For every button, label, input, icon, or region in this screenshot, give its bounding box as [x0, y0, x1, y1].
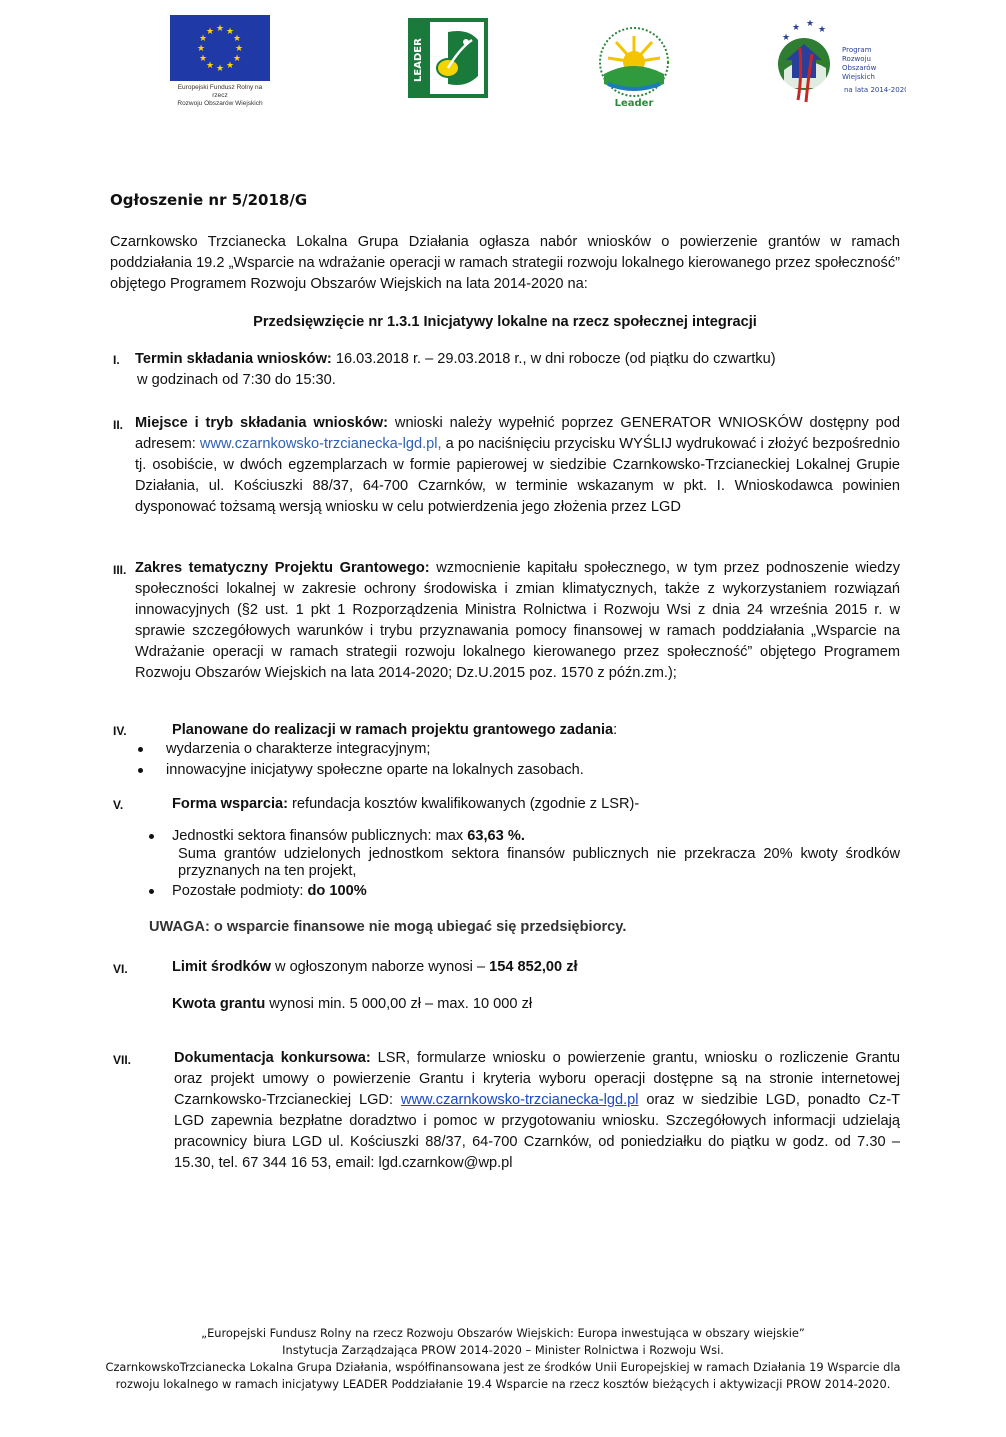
limit-label: Limit środków — [172, 959, 271, 975]
prow-line-2: Rozwoju — [842, 55, 871, 63]
section-5-text: refundacja kosztów kwalifikowanych (zgodnie z LSR)- — [287, 796, 640, 812]
warning-note: UWAGA: o wsparcie finansowe nie mogą ubiegać się przedsiębiorcy. — [149, 919, 627, 935]
section-5-label: Forma wsparcia: — [172, 796, 288, 812]
section-5-item-2-text: Pozostałe podmioty: — [172, 883, 308, 899]
svg-text:★: ★ — [234, 44, 244, 54]
svg-text:★: ★ — [818, 25, 827, 35]
svg-text:★: ★ — [232, 34, 242, 44]
section-5-item-1-note: Suma grantów udzielonych jednostkom sektora finansów publicznych nie przekracza 20% kwoty środków przyznanych na ten projekt, — [178, 846, 900, 879]
prow-line-3: Obszarów — [842, 64, 877, 72]
section-5-number: V. — [113, 798, 124, 812]
section-6-grant — [172, 994, 900, 1015]
logo-bar — [0, 12, 1006, 112]
grant-text: wynosi min. 5 000,00 zł – max. 10 000 zł — [265, 996, 533, 1012]
prow-line-5: na lata 2014-2020 — [844, 86, 906, 94]
section-7-label: Dokumentacja konkursowa: — [174, 1050, 371, 1066]
section-3-text: wzmocnienie kapitału społecznego, w tym przez podnoszenie wiedzy społeczności lokalnej w zakresie ochrony środowiska i zmian klimatycznych, także z wykorzystaniem rozwiązań innowacyjnych (§2 ust. 1 pkt 1 Rozporządzenia Ministra Rolnictwa i Rozwoju Wsi z dnia 24 września 2015 r. w sprawie szczegółowych warunków i trybu przyznawania pomocy finansowej w ramach poddziałania „Wsparcie na Wdrażanie operacji w ramach strategii rozwoju lokalnego kierowanego przez społeczność” objętego Programem Rozwoju Obszarów Wiejskich na lata 2014-2020; Dz.U.2015 poz. 1570 z późn.zm.); — [135, 560, 900, 681]
section-5-heading — [172, 794, 900, 815]
documentation-link[interactable]: www.czarnkowsko-trzcianecka-lgd.pl — [400, 1092, 639, 1108]
svg-text:★: ★ — [225, 61, 235, 71]
section-4-colon: : — [613, 722, 618, 738]
footer-line-4: rozwoju lokalnego w ramach inicjatywy LEADER Poddziałanie 19.4 Wsparcie na rzecz kosztów bieżących i aktywizacji PROW 2014-2020. — [115, 1377, 891, 1391]
prow-line-4: Wiejskich — [842, 73, 875, 81]
section-1-label: Termin składania wniosków: — [135, 351, 332, 367]
section-5-item-1-value: 63,63 %. — [467, 828, 525, 844]
section-3 — [135, 558, 900, 684]
eu-flag-icon — [170, 15, 270, 81]
prow-logo — [778, 18, 906, 108]
svg-text:★: ★ — [215, 64, 225, 74]
svg-text:★: ★ — [782, 33, 791, 43]
svg-text:★: ★ — [196, 44, 206, 54]
section-4-heading — [172, 720, 900, 741]
svg-text:★: ★ — [198, 34, 208, 44]
section-6-limit — [172, 957, 900, 978]
leader-logo-text: LEADER — [413, 38, 424, 82]
limit-value: 154 852,00 zł — [489, 959, 578, 975]
eu-flag-logo — [170, 15, 270, 108]
section-1-hours: w godzinach od 7:30 do 15:30. — [137, 372, 336, 388]
section-1-number: I. — [113, 353, 120, 367]
section-3-number: III. — [113, 563, 127, 577]
bullet-dot — [138, 747, 143, 752]
eu-caption — [170, 84, 270, 108]
svg-text:★: ★ — [205, 27, 215, 37]
section-2 — [135, 413, 900, 518]
grant-label: Kwota grantu — [172, 996, 266, 1012]
footer-line-2: Instytucja Zarządzająca PROW 2014-2020 – Minister Rolnictwa i Rozwoju Wsi. — [282, 1343, 724, 1357]
svg-text:★: ★ — [792, 23, 801, 33]
section-4-number: IV. — [113, 724, 127, 738]
footer — [0, 1325, 1006, 1393]
bullet-dot — [149, 889, 154, 894]
section-4-item-2: innowacyjne inicjatywy społeczne oparte na lokalnych zasobach. — [166, 762, 584, 778]
svg-text:★: ★ — [806, 19, 815, 29]
svg-text:★: ★ — [198, 54, 208, 64]
section-2-label: Miejsce i tryb składania wniosków: — [135, 415, 389, 431]
document-title: Ogłoszenie nr 5/2018/G — [110, 191, 308, 209]
section-2-text-b: a po naciśnięciu przycisku WYŚLIJ wydrukować i złożyć bezpośrednio tj. osobiście, w dwóch egzemplarzach w formie papierowej w siedzibie Czarnkowsko-Trzcianeckiej Lokalnej Grupie Działania, ul. Kościuszki 88/37, 64-700 Czarnków, w terminie wskazanym w pkt. I. Wnioskodawca powinien dysponować tożsamą wersją wniosku w celu potwierdzenia jego złożenia przez LGD — [135, 436, 900, 515]
section-5-item-2 — [172, 881, 367, 902]
svg-text:★: ★ — [232, 54, 242, 64]
section-7-text-a: LSR, formularze wniosku o powierzenie grantu, wniosku o rozliczenie Grantu oraz projekt umowy o powierzenie Grantu i kryteria wyboru operacji dostępne są na stronie internetowej Czarnkowsko-Trzcianeckiej LGD: — [174, 1050, 901, 1108]
leader-logo — [408, 18, 488, 98]
prow-line-1: Program — [842, 46, 872, 54]
section-5-item-2-value: do 100% — [307, 883, 367, 899]
lgd-logo-text: Leader — [614, 98, 654, 109]
section-3-label: Zakres tematyczny Projektu Grantowego: — [135, 560, 430, 576]
section-5-item-1-text: Jednostki sektora finansów publicznych: max — [172, 828, 468, 844]
eu-caption-line-1: Europejski Fundusz Rolny na rzecz — [177, 84, 263, 99]
bullet-dot — [149, 834, 154, 839]
section-4-item-1: wydarzenia o charakterze integracyjnym; — [166, 741, 431, 757]
section-4-label: Planowane do realizacji w ramach projektu grantowego zadania — [172, 722, 614, 738]
svg-text:★: ★ — [215, 24, 225, 34]
svg-text:★: ★ — [225, 27, 235, 37]
section-5-item-1 — [172, 826, 525, 847]
section-7-text-b: oraz w siedzibie LGD, ponadto Cz-T LGD zapewnia bezpłatne doradztwo i pomoc w przygotowaniu wniosku. Szczegółowych informacji udzielają pracownicy biura LGD ul. Kościuszki 88/37, 64-700 Czarnków, od poniedziałku do piątku w godz. od 7.30 – 15.30, tel. 67 344 16 53, email: lgd.czarnkow@wp.pl — [174, 1092, 901, 1171]
footer-line-1: „Europejski Fundusz Rolny na rzecz Rozwoju Obszarów Wiejskich: Europa inwestująca w obszary wiejskie” — [201, 1326, 805, 1340]
section-7-number: VII. — [113, 1053, 132, 1067]
section-7 — [174, 1048, 900, 1174]
svg-text:★: ★ — [205, 61, 215, 71]
footer-line-3: CzarnkowskoTrzcianecka Lokalna Grupa Działania, współfinansowana jest ze środków Unii Europejskiej w ramach Działania 19 Wsparcie dla — [105, 1360, 901, 1374]
lgd-leader-logo — [590, 22, 678, 110]
section-1-text: 16.03.2018 r. – 29.03.2018 r., w dni robocze (od piątku do czwartku) — [331, 351, 776, 367]
bullet-dot — [138, 768, 143, 773]
section-6-number: VI. — [113, 962, 128, 976]
subtitle: Przedsięwzięcie nr 1.3.1 Inicjatywy lokalne na rzecz społecznej integracji — [253, 314, 757, 330]
intro-paragraph: Czarnkowsko Trzcianecka Lokalna Grupa Działania ogłasza nabór wniosków o powierzenie grantów w ramach poddziałania 19.2 „Wsparcie na wdrażanie operacji w ramach strategii rozwoju lokalnego kierowanego przez społeczność” objętego Programem Rozwoju Obszarów Wiejskich na lata 2014-2020 na: — [110, 234, 900, 292]
section-1 — [135, 349, 900, 391]
section-2-number: II. — [113, 418, 124, 432]
limit-text: w ogłoszonym naborze wynosi – — [270, 959, 490, 975]
generator-link[interactable]: www.czarnkowsko-trzcianecka-lgd.pl, — [199, 436, 442, 452]
eu-caption-line-2: Rozwoju Obszarów Wiejskich — [177, 100, 263, 107]
section-2-text-a: wnioski należy wypełnić poprzez GENERATOR WNIOSKÓW dostępny pod adresem: — [135, 415, 900, 452]
